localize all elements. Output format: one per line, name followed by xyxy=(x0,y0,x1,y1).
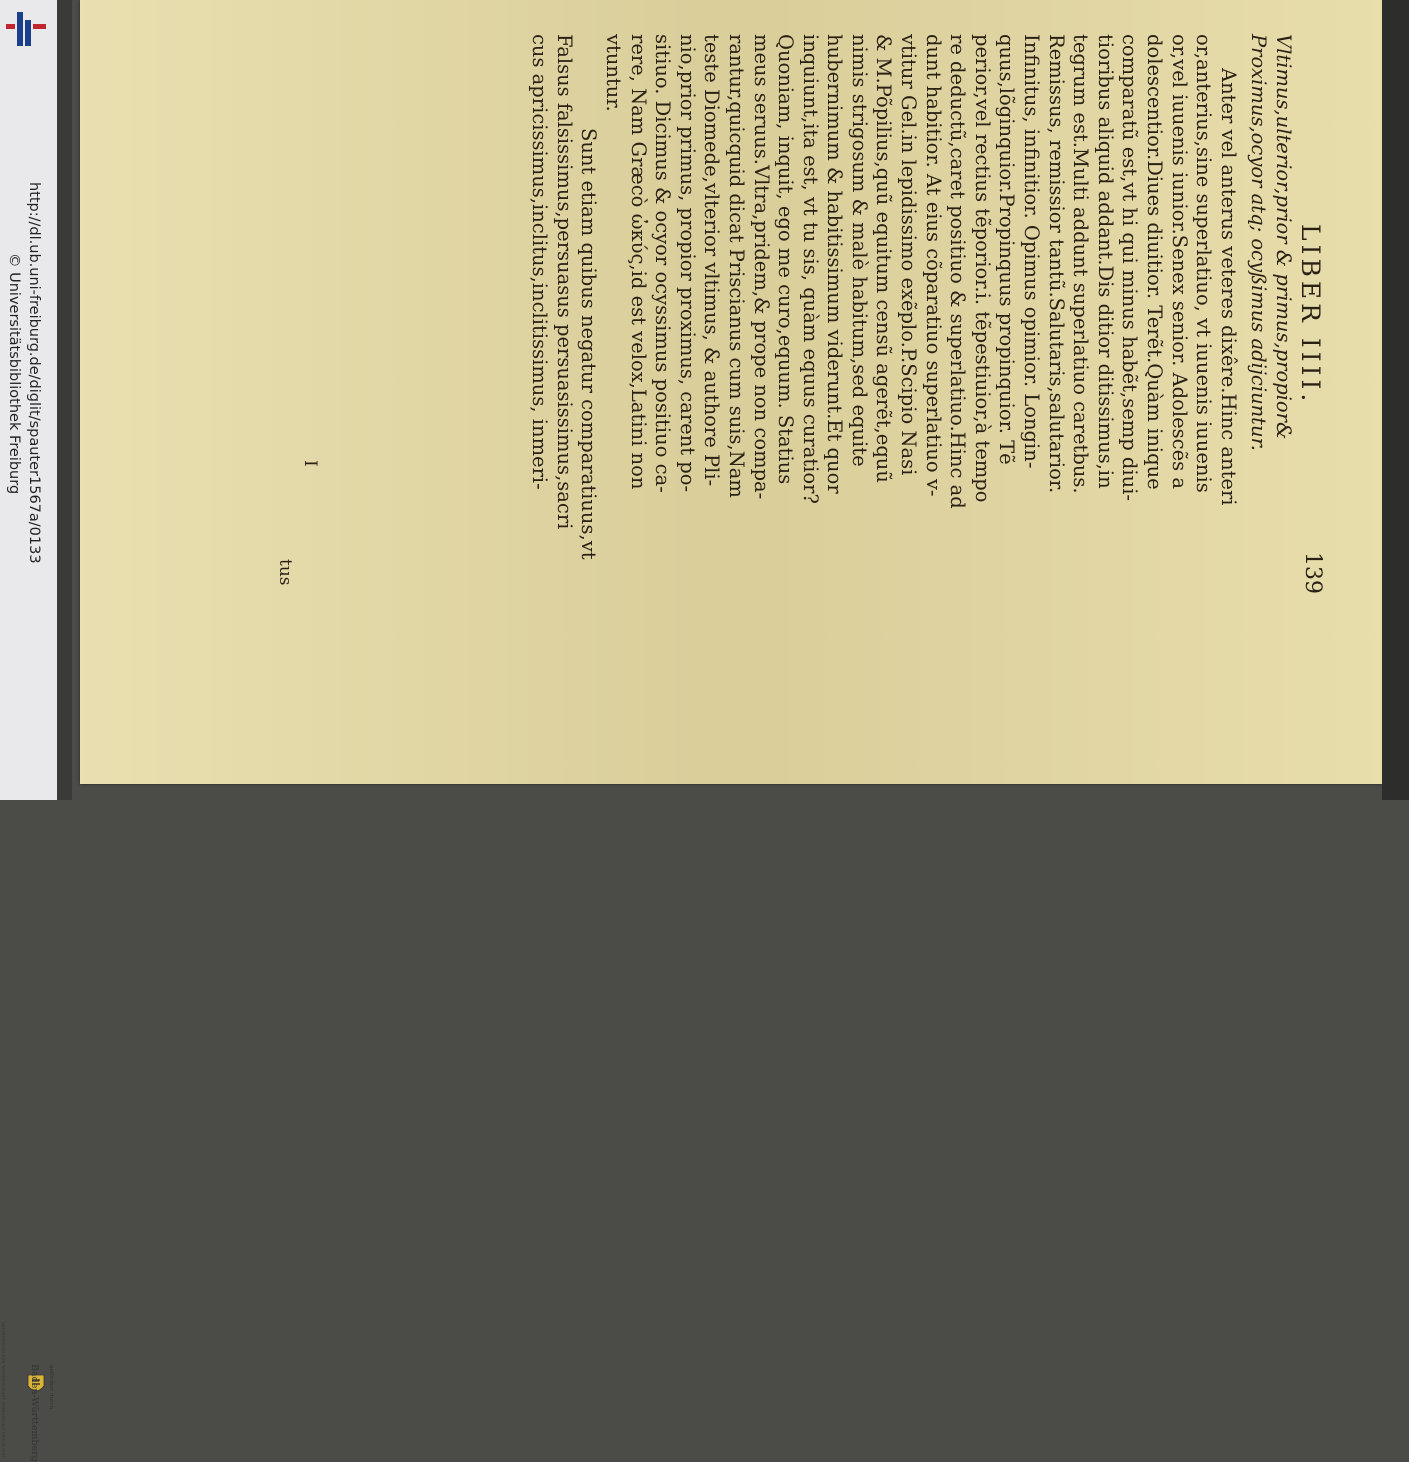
text-line: dunt habitior. At eius cõparatiuo superlatiuo v- xyxy=(921,34,945,497)
text-line: hubernimum & habitissimum viderunt.Et quor xyxy=(823,34,847,494)
page-number: 139 xyxy=(1300,552,1325,594)
text-line: & M.Põpilius,quũ equitum censũ agerẽt,equũ xyxy=(872,34,896,483)
library-logo-icon[interactable] xyxy=(6,10,50,48)
running-head: LIBER IIII. xyxy=(1296,224,1325,406)
text-line: Vltimus,ulterior,prior & primus,propior& xyxy=(1272,34,1295,440)
text-line: nimis strigosum & malè habitum,sed equite xyxy=(847,34,871,467)
sponsor-caption: gefördert durch xyxy=(48,1365,54,1410)
text-line: perior,vel rectius tẽporior.i. tẽpestiuior,à tempo xyxy=(970,34,994,503)
text-line: Infinitus, infinitior. Opimus opimior. Longin- xyxy=(1020,34,1044,469)
text-line: Sunt etiam quibus negatur comparatiuus,vt xyxy=(577,128,601,560)
page-text-block xyxy=(65,34,1325,594)
viewer-edge xyxy=(1382,0,1409,800)
text-line: vtitur Gel.in lepidissimo exẽplo.P.Scipio Nasi xyxy=(897,34,921,476)
signature-mark: I xyxy=(300,460,320,467)
text-line: Remissus, remissior tantũ.Salutaris,salutarior. xyxy=(1044,34,1068,494)
text-line: or,anterius,sine superlatiuo, vt iuuenis iuuenis xyxy=(1192,34,1216,493)
copyright-text: © Universitätsbibliothek Freiburg xyxy=(6,253,22,495)
text-line: nio,prior primus, propior proximus, carent po- xyxy=(675,34,699,493)
text-line: tioribus aliquid addant.Dis ditior ditissimus,in xyxy=(1093,34,1117,489)
viewer-sidebar xyxy=(0,0,57,1462)
text-line: dolescentior.Diues diuitior. Terẽt.Quàm inique xyxy=(1143,34,1167,490)
text-line: comparatũ est,vt hi qui minus habẽt,semp diui- xyxy=(1118,34,1142,502)
text-line: or,vel iuuenis iunior.Senex senior. Adolescẽs a xyxy=(1167,34,1191,489)
text-line: Quoniam, inquit, ego me curo,equum. Statius xyxy=(774,34,798,485)
page-header xyxy=(1295,34,1325,594)
text-line: re deductũ,caret positiuo & superlatiuo.Hinc ad xyxy=(946,34,970,509)
text-line: Proximus,ocyor atq; ocyßimus adijciuntur. xyxy=(1247,34,1271,451)
text-line: rere, Nam Græcὸ ὠκύς,id est velox,Latini non xyxy=(626,34,650,490)
sponsor-ministry: MINISTERIUM FÜR WISSENSCHAFT, FORSCHUNG UND KUNST xyxy=(1,1322,6,1459)
text-line: rantur,quicquid dicat Priscianus cum suis,Nam xyxy=(724,34,748,498)
text-line: tegrum est.Multi addunt superlatiuo caretbus. xyxy=(1069,34,1093,494)
text-line: Anter vel anterus veteres dixêre.Hinc anteri xyxy=(1216,68,1240,506)
sponsor-name: Baden-Württemberg xyxy=(29,1364,40,1462)
text-line: cus apricissimus,inclitus,inclitissimus, inmeri- xyxy=(528,34,552,490)
text-line: meus seruus.Vltra,pridem,& prope non compa- xyxy=(749,34,773,500)
text-line: vtuntur. xyxy=(601,34,625,112)
text-lines xyxy=(527,34,1295,594)
catchword: tus xyxy=(275,559,295,586)
text-line: Falsus falsissimus,persuasus persuasissimus,sacri xyxy=(552,34,576,530)
text-line: quus,lõginquior.Propinquus propinquior. Tẽ xyxy=(995,34,1019,465)
text-line: sitiuo. Dicimus & ocyor ocyssimus positiuo ca- xyxy=(651,34,675,493)
sponsor-block xyxy=(0,660,57,1462)
text-line: inquiunt,ita est, vt tu sis, quàm equus curatior? xyxy=(798,34,822,504)
text-line: teste Diomede,vlterior vltimus, & authore Pli- xyxy=(700,34,724,487)
source-url-link[interactable]: http://dl.ub.uni-freiburg.de/diglit/spauter1567a/0133 xyxy=(26,182,42,564)
